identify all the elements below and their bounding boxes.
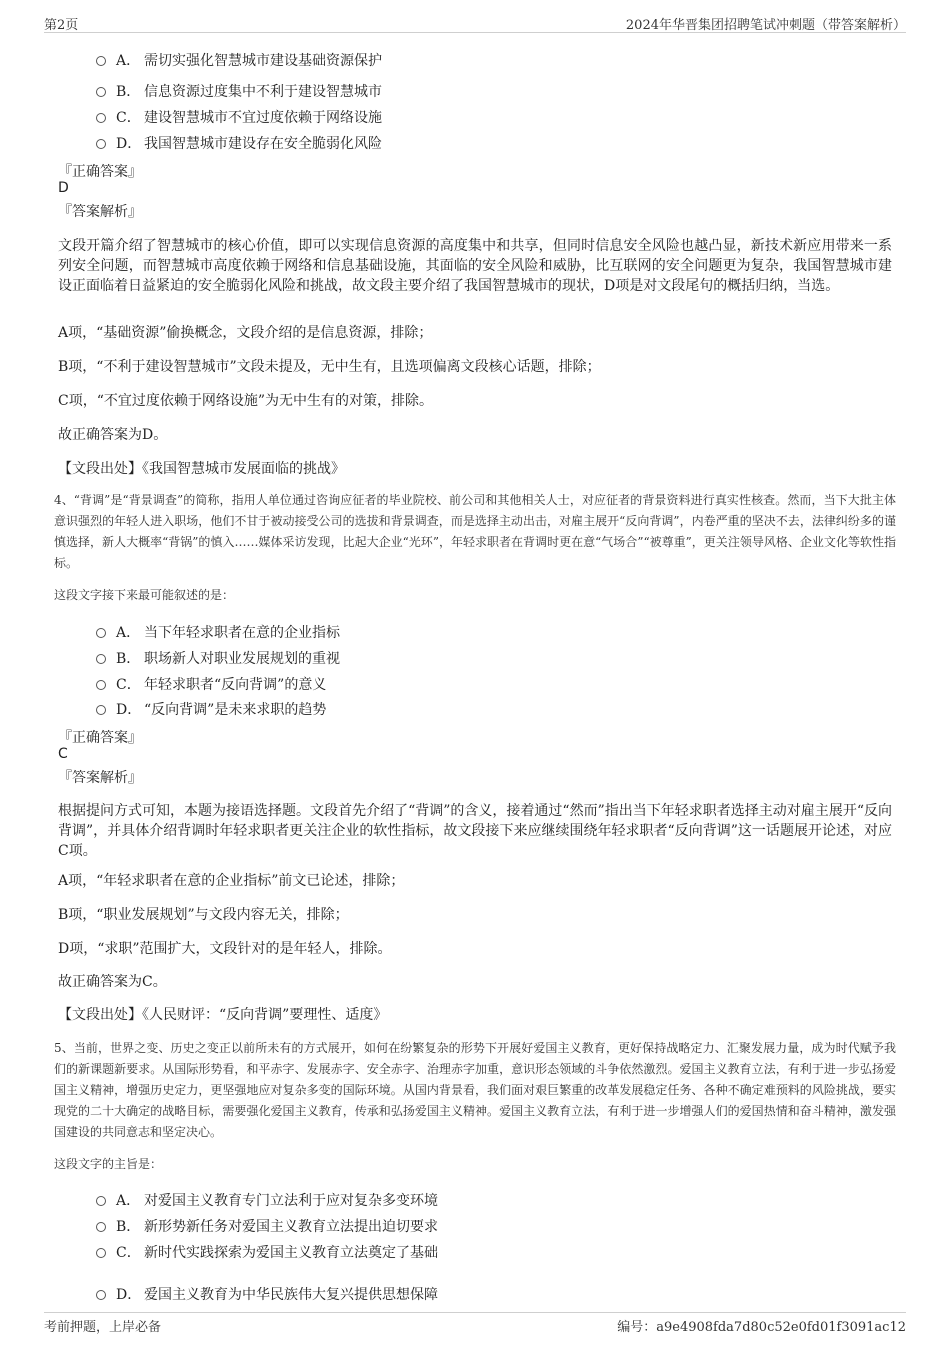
radio-icon[interactable] bbox=[96, 628, 106, 638]
q3-option-c[interactable]: C． 建设智慧城市不宜过度依赖于网络设施 bbox=[96, 107, 382, 127]
radio-icon[interactable] bbox=[96, 654, 106, 664]
q5-option-d[interactable]: D． 爱国主义教育为中华民族伟大复兴提供思想保障 bbox=[96, 1284, 438, 1304]
radio-icon[interactable] bbox=[96, 1290, 106, 1300]
radio-icon[interactable] bbox=[96, 56, 106, 66]
q5-option-a[interactable]: A． 对爱国主义教育专门立法利于应对复杂多变环境 bbox=[96, 1190, 438, 1210]
page-footer bbox=[44, 1312, 906, 1335]
page-header bbox=[44, 12, 906, 33]
q5-option-b[interactable]: B． 新形势新任务对爱国主义教育立法提出迫切要求 bbox=[96, 1216, 438, 1236]
radio-icon[interactable] bbox=[96, 87, 106, 97]
page-number: 第2页 bbox=[44, 18, 79, 33]
analysis-line: D项，“求职”范围扩大，文段针对的是年轻人，排除。 bbox=[58, 941, 392, 957]
radio-icon[interactable] bbox=[96, 1222, 106, 1232]
analysis-line: 故正确答案为C。 bbox=[58, 974, 167, 990]
q4-option-b[interactable]: B． 职场新人对职业发展规划的重视 bbox=[96, 648, 340, 668]
radio-icon[interactable] bbox=[96, 1196, 106, 1206]
analysis-line: A项，“年轻求职者在意的企业指标”前文已论述，排除； bbox=[58, 873, 405, 889]
analysis-line: A项，“基础资源”偷换概念，文段介绍的是信息资源，排除； bbox=[58, 325, 433, 341]
analysis-line: C项，“不宜过度依赖于网络设施”为无中生有的对策，排除。 bbox=[58, 393, 434, 409]
q4-option-c[interactable]: C． 年轻求职者“反向背调”的意义 bbox=[96, 674, 326, 694]
answer-value: C bbox=[58, 746, 68, 762]
q3-option-a[interactable]: A． 需切实强化智慧城市建设基础资源保护 bbox=[96, 50, 382, 70]
question-4-text: 4、“背调”是“背景调查”的简称，指用人单位通过咨询应征者的毕业院校、前公司和其他相关人士，对应征者的背景资料进行真实性核查。然而，当下大批主体意识强烈的年轻人进入职场，他们不甘于被动接受公司的选拔和背景调查，而是选择主动出击，对雇主展开“反向背调”，内卷严重的坚决不去，法律纠纷多的谨慎选择，新人大概率“背锅”的慎入……媒体采访发现，比起大企业“光环”，年轻求职者在背调时更在意“气场合”“被尊重”，更关注领导风格、企业文化等软性指标。 bbox=[54, 493, 896, 570]
q3-option-b[interactable]: B． 信息资源过度集中不利于建设智慧城市 bbox=[96, 81, 382, 101]
radio-icon[interactable] bbox=[96, 705, 106, 715]
analysis-line: 故正确答案为D。 bbox=[58, 427, 168, 443]
analysis-text: 根据提问方式可知，本题为接语选择题。文段首先介绍了“背调”的含义，接着通过“然而”指出当下年轻求职者选择主动对雇主展开“反向背调”，并具体介绍背调时年轻求职者更关注企业的软性指标，故文段接下来应继续围绕年轻求职者“反向背调”这一话题展开论述，对应C项。 bbox=[58, 803, 892, 859]
footer-slogan: 考前押题，上岸必备 bbox=[44, 1320, 162, 1335]
radio-icon[interactable] bbox=[96, 680, 106, 690]
analysis-line: B项，“职业发展规划”与文段内容无关，排除； bbox=[58, 907, 349, 923]
analysis-label: 『答案解析』 bbox=[58, 770, 142, 786]
source-line: 【文段出处】《我国智慧城市发展面临的挑战》 bbox=[58, 461, 345, 477]
radio-icon[interactable] bbox=[96, 1248, 106, 1258]
radio-icon[interactable] bbox=[96, 139, 106, 149]
question-prompt: 这段文字接下来最可能叙述的是： bbox=[54, 588, 235, 602]
answer-value: D bbox=[58, 180, 69, 196]
analysis-line: B项，“不利于建设智慧城市”文段未提及，无中生有，且选项偏离文段核心话题，排除； bbox=[58, 359, 601, 375]
q4-option-d[interactable]: D． “反向背调”是未来求职的趋势 bbox=[96, 699, 326, 719]
q4-option-a[interactable]: A． 当下年轻求职者在意的企业指标 bbox=[96, 622, 340, 642]
q5-option-c[interactable]: C． 新时代实践探索为爱国主义教育立法奠定了基础 bbox=[96, 1242, 438, 1262]
question-prompt: 这段文字的主旨是： bbox=[54, 1157, 163, 1171]
answer-label: 『正确答案』 bbox=[58, 164, 142, 180]
document-id: 编号：a9e4908fda7d80c52e0fd01f3091ac12 bbox=[617, 1320, 906, 1335]
analysis-label: 『答案解析』 bbox=[58, 204, 142, 220]
radio-icon[interactable] bbox=[96, 113, 106, 123]
q3-option-d[interactable]: D． 我国智慧城市建设存在安全脆弱化风险 bbox=[96, 133, 382, 153]
document-title: 2024年华晋集团招聘笔试冲刺题（带答案解析） bbox=[625, 18, 906, 33]
question-5-text: 5、当前，世界之变、历史之变正以前所未有的方式展开，如何在纷繁复杂的形势下开展好爱国主义教育，更好保持战略定力、汇聚发展力量，成为时代赋予我们的新课题新要求。从国际形势看，和平赤字、发展赤字、安全赤字、治理赤字加重，意识形态领域的斗争依然激烈。爱国主义教育立法，有利于进一步弘扬爱国主义精神，增强历史定力，更坚强地应对复杂多变的国际环境。从国内背景看，我们面对艰巨繁重的改革发展稳定任务、各种不确定难预料的风险挑战，要实现党的二十大确定的战略目标，需要强化爱国主义教育，传承和弘扬爱国主义精神。爱国主义教育立法，有利于进一步增强人们的爱国热情和奋斗精神，激发强国建设的共同意志和坚定决心。 bbox=[54, 1041, 896, 1139]
analysis-text: 文段开篇介绍了智慧城市的核心价值，即可以实现信息资源的高度集中和共享，但同时信息安全风险也越凸显，新技术新应用带来一系列安全问题，而智慧城市高度依赖于网络和信息基础设施，其面临的安全风险和威胁，比互联网的安全问题更为复杂，我国智慧城市建设正面临着日益紧迫的安全脆弱化风险和挑战，故文段主要介绍了我国智慧城市的现状，D项是对文段尾句的概括归纳，当选。 bbox=[58, 238, 892, 294]
source-line: 【文段出处】《人民财评：“反向背调”要理性、适度》 bbox=[58, 1007, 388, 1023]
answer-label: 『正确答案』 bbox=[58, 730, 142, 746]
